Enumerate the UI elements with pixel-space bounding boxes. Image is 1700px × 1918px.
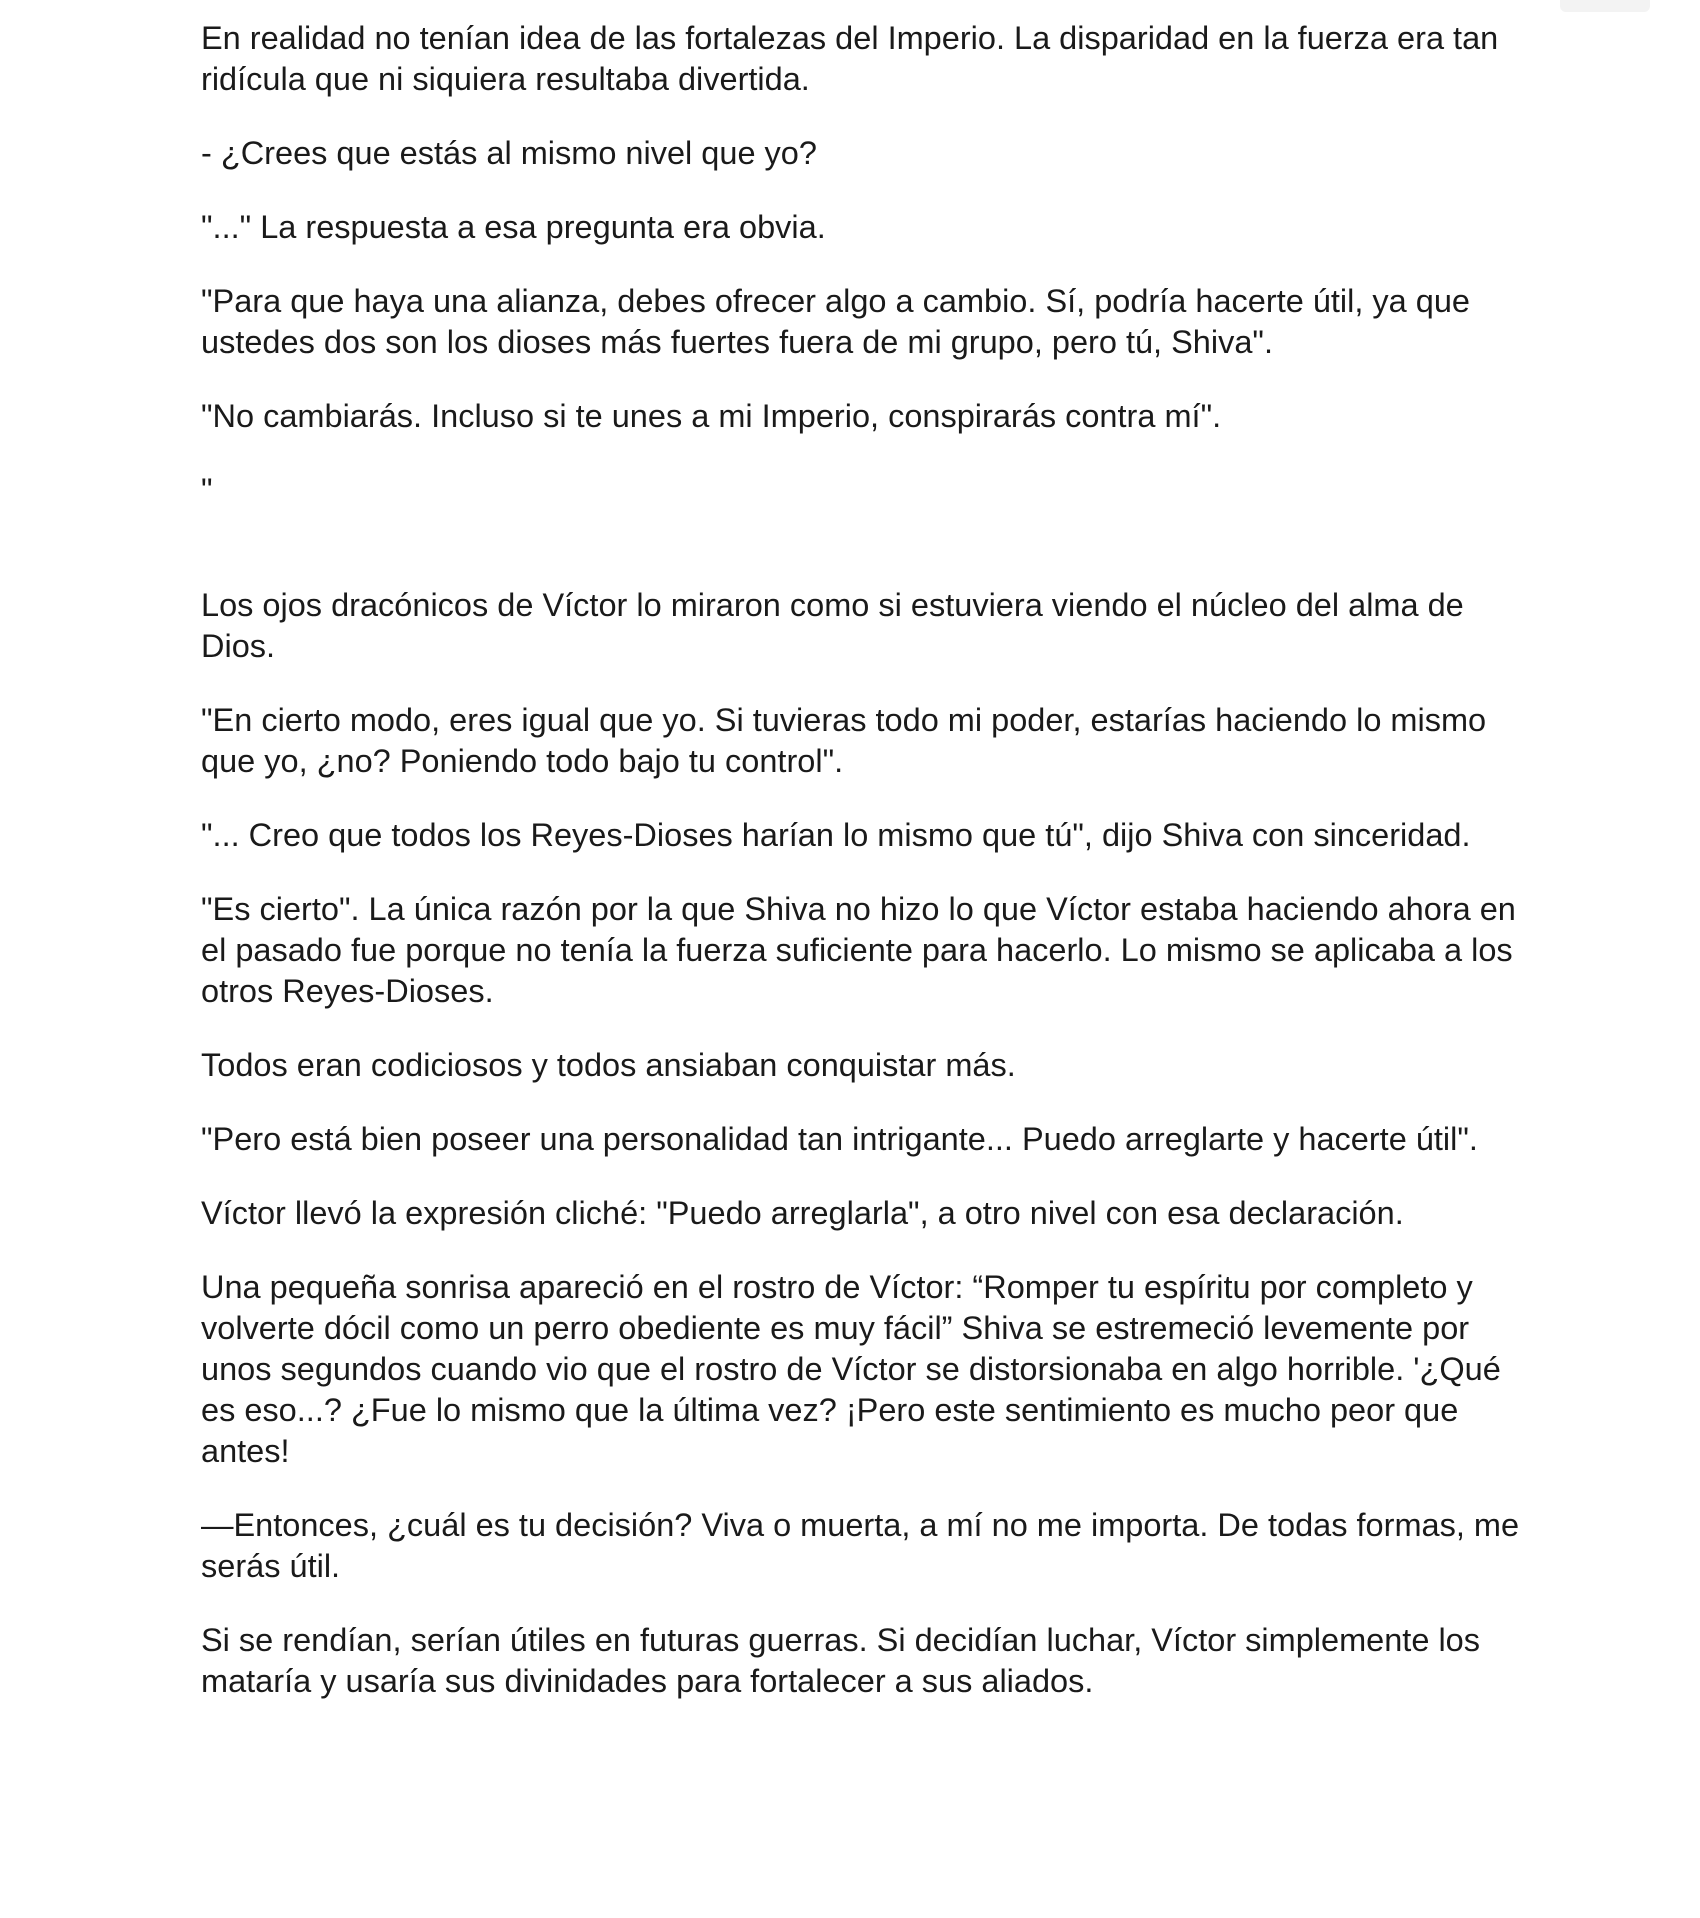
paragraph-15: —Entonces, ¿cuál es tu decisión? Viva o muerta, a mí no me importa. De todas formas, me serás útil. [201, 1507, 1520, 1584]
paragraph-10: "Es cierto". La única razón por la que Shiva no hizo lo que Víctor estaba haciendo ahora en el pasado fue porque no tenía la fuerza suficiente para hacerlo. Lo mismo se aplicaba a los otros Reyes-Dioses. [201, 891, 1516, 1009]
paragraph-6-quote-mark: " [201, 472, 213, 508]
paragraph-16: Si se rendían, serían útiles en futuras guerras. Si decidían luchar, Víctor simplemente los mataría y usaría sus divinidades para fortalecer a sus aliados. [201, 1622, 1480, 1699]
paragraph-5: "No cambiarás. Incluso si te unes a mi Imperio, conspirarás contra mí". [201, 398, 1222, 434]
paragraph-14: Una pequeña sonrisa apareció en el rostro de Víctor: “Romper tu espíritu por completo y volverte dócil como un perro obediente es muy fácil” Shiva se estremeció levemente por unos segundos cuando vio que el rostro de Víctor se distorsionaba en algo horrible. '¿Qué es eso...? ¿Fue lo mismo que la última vez? ¡Pero este sentimiento es mucho peor que antes! [201, 1269, 1501, 1469]
paragraph-3: "..." La respuesta a esa pregunta era obvia. [201, 209, 826, 245]
corner-tab-mark [1560, 0, 1650, 12]
paragraph-7: Los ojos dracónicos de Víctor lo miraron como si estuviera viendo el núcleo del alma de Dios. [201, 587, 1464, 664]
paragraph-11: Todos eran codiciosos y todos ansiaban conquistar más. [201, 1047, 1016, 1083]
paragraph-2: - ¿Crees que estás al mismo nivel que yo? [201, 135, 817, 171]
paragraph-13: Víctor llevó la expresión cliché: "Puedo arreglarla", a otro nivel con esa declaración. [201, 1195, 1404, 1231]
paragraph-4: "Para que haya una alianza, debes ofrecer algo a cambio. Sí, podría hacerte útil, ya que ustedes dos son los dioses más fuertes fuera de mi grupo, pero tú, Shiva". [201, 283, 1471, 360]
paragraph-12: "Pero está bien poseer una personalidad tan intrigante... Puedo arreglarte y hacerte útil". [201, 1121, 1478, 1157]
paragraph-1: En realidad no tenían idea de las fortalezas del Imperio. La disparidad en la fuerza era tan ridícula que ni siquiera resultaba divertida. [201, 20, 1499, 97]
paragraph-8: "En cierto modo, eres igual que yo. Si tuvieras todo mi poder, estarías haciendo lo mismo que yo, ¿no? Poniendo todo bajo tu control". [201, 702, 1487, 779]
document-body [201, 18, 1531, 1735]
paragraph-9: "... Creo que todos los Reyes-Dioses harían lo mismo que tú", dijo Shiva con sinceridad. [201, 817, 1471, 853]
